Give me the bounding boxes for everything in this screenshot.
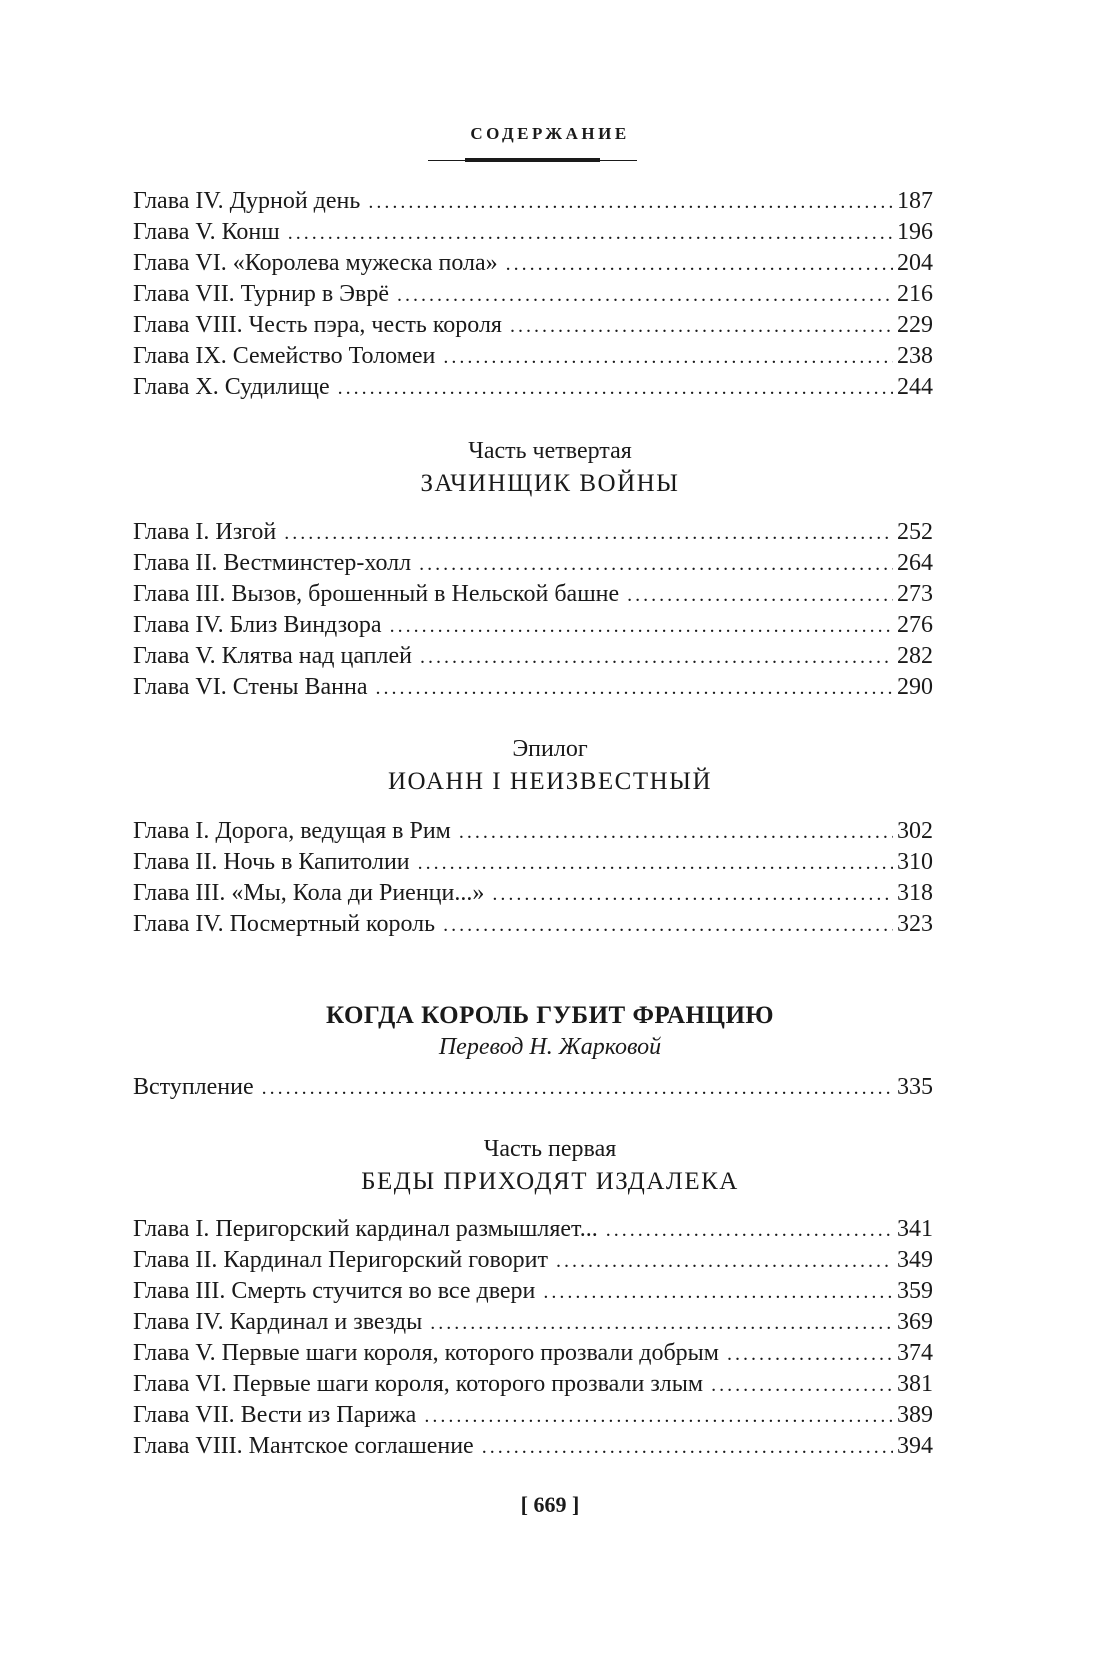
- toc-entry-page: 359: [897, 1278, 933, 1304]
- dot-leader: [288, 218, 893, 249]
- toc-entry-title: Глава I. Перигорский кардинал размышляет...: [133, 1216, 598, 1242]
- toc-entry-title: Глава II. Вестминстер-холл: [133, 550, 412, 576]
- dot-leader: [418, 848, 893, 879]
- toc-entry-title: Вступление: [133, 1074, 254, 1100]
- toc-entry[interactable]: [133, 248, 933, 279]
- dot-leader: [397, 280, 893, 311]
- toc-entry-title: Глава III. «Мы, Кола ди Риенци...»: [133, 880, 485, 906]
- part-label: Часть четвертая: [468, 438, 632, 464]
- toc-entry-title: Глава II. Ночь в Капитолии: [133, 849, 410, 875]
- toc-entry-page: 276: [897, 612, 933, 638]
- toc-entry-page: 341: [897, 1216, 933, 1242]
- dot-leader: [420, 642, 893, 673]
- toc-entry-page: 389: [897, 1402, 933, 1428]
- toc-entry[interactable]: [133, 1276, 933, 1307]
- dot-leader: [443, 910, 893, 941]
- toc-entry-page: 318: [897, 880, 933, 906]
- toc-entry-title: Глава II. Кардинал Перигорский говорит: [133, 1247, 548, 1273]
- toc-entry[interactable]: [133, 878, 933, 909]
- toc-entry[interactable]: [133, 641, 933, 672]
- book-title: КОГДА КОРОЛЬ ГУБИТ ФРАНЦИЮ: [325, 1002, 775, 1029]
- dot-leader: [376, 673, 894, 704]
- dot-leader: [338, 373, 893, 404]
- toc-entry-page: 310: [897, 849, 933, 875]
- running-head: СОДЕРЖАНИЕ: [470, 124, 630, 143]
- toc-entry-title: Глава VI. Стены Ванна: [133, 674, 368, 700]
- toc-entry[interactable]: [133, 1338, 933, 1369]
- toc-entry[interactable]: [133, 517, 933, 548]
- toc-entry-page: 381: [897, 1371, 933, 1397]
- toc-entry-title: Глава V. Первые шаги короля, которого прозвали добрым: [133, 1340, 719, 1366]
- toc-intro: [133, 1072, 933, 1103]
- dot-leader: [727, 1339, 893, 1370]
- toc-entry-title: Глава V. Клятва над цаплей: [133, 643, 412, 669]
- toc-entry-title: Глава VII. Вести из Парижа: [133, 1402, 417, 1428]
- toc-entry-page: 349: [897, 1247, 933, 1273]
- head-rule-ornament: [465, 158, 600, 162]
- toc-entry[interactable]: [133, 341, 933, 372]
- part-title: БЕДЫ ПРИХОДЯТ ИЗДАЛЕКА: [361, 1168, 739, 1195]
- toc-entry-title: Глава VII. Турнир в Эврё: [133, 281, 389, 307]
- part-title: ЗАЧИНЩИК ВОЙНЫ: [420, 470, 680, 497]
- toc-entry[interactable]: [133, 610, 933, 641]
- toc-entry-title: Глава IV. Дурной день: [133, 188, 361, 214]
- toc-entry[interactable]: [133, 372, 933, 403]
- toc-entry-title: Глава IV. Близ Виндзора: [133, 612, 382, 638]
- toc-entry-page: 238: [897, 343, 933, 369]
- toc-entry[interactable]: [133, 1431, 933, 1462]
- toc-entry-title: Глава VIII. Честь пэра, честь короля: [133, 312, 502, 338]
- dot-leader: [492, 879, 893, 910]
- dot-leader: [510, 311, 893, 342]
- toc-entry-page: 204: [897, 250, 933, 276]
- dot-leader: [627, 580, 893, 611]
- toc-entry-title: Глава IX. Семейство Толомеи: [133, 343, 436, 369]
- toc-entry-page: 374: [897, 1340, 933, 1366]
- dot-leader: [419, 549, 893, 580]
- dot-leader: [368, 187, 893, 218]
- toc-entry[interactable]: [133, 579, 933, 610]
- toc-entry[interactable]: [133, 186, 933, 217]
- toc-entry-page: 290: [897, 674, 933, 700]
- toc-entry[interactable]: [133, 1072, 933, 1103]
- dot-leader: [430, 1308, 893, 1339]
- toc-entry-title: Глава III. Вызов, брошенный в Нельской башне: [133, 581, 620, 607]
- toc-entry-title: Глава I. Изгой: [133, 519, 277, 545]
- epilogue-label: Эпилог: [512, 736, 588, 762]
- dot-leader: [482, 1432, 893, 1463]
- toc-entry[interactable]: [133, 672, 933, 703]
- toc-entry-title: Глава VIII. Мантское соглашение: [133, 1433, 474, 1459]
- translator-credit: Перевод Н. Жарковой: [438, 1034, 662, 1060]
- toc-entry-title: Глава I. Дорога, ведущая в Рим: [133, 818, 451, 844]
- toc-entry-page: 273: [897, 581, 933, 607]
- toc-entry[interactable]: [133, 217, 933, 248]
- toc-entry-page: 244: [897, 374, 933, 400]
- toc-entry[interactable]: [133, 909, 933, 940]
- toc-entry-page: 282: [897, 643, 933, 669]
- toc-entry[interactable]: [133, 1400, 933, 1431]
- dot-leader: [556, 1246, 893, 1277]
- toc-part-one: [133, 1214, 933, 1462]
- toc-entry-title: Глава IV. Посмертный король: [133, 911, 436, 937]
- dot-leader: [459, 817, 893, 848]
- toc-part-four: [133, 517, 933, 703]
- toc-entry-title: Глава X. Судилище: [133, 374, 330, 400]
- toc-entry[interactable]: [133, 847, 933, 878]
- toc-entry[interactable]: [133, 279, 933, 310]
- dot-leader: [284, 518, 893, 549]
- toc-entry-page: 229: [897, 312, 933, 338]
- toc-entry-page: 196: [897, 219, 933, 245]
- toc-entry-page: 323: [897, 911, 933, 937]
- toc-entry-page: 369: [897, 1309, 933, 1335]
- dot-leader: [390, 611, 893, 642]
- toc-entry-page: 187: [897, 188, 933, 214]
- dot-leader: [606, 1215, 893, 1246]
- epilogue-title: ИОАНН I НЕИЗВЕСТНЫЙ: [387, 768, 713, 795]
- toc-section-continued: [133, 186, 933, 403]
- toc-entry[interactable]: [133, 1245, 933, 1276]
- toc-entry[interactable]: [133, 548, 933, 579]
- toc-entry[interactable]: [133, 1369, 933, 1400]
- dot-leader: [262, 1073, 893, 1104]
- part-label: Часть первая: [483, 1136, 617, 1162]
- toc-entry[interactable]: [133, 1307, 933, 1338]
- toc-entry-page: 252: [897, 519, 933, 545]
- toc-entry-title: Глава IV. Кардинал и звезды: [133, 1309, 423, 1335]
- toc-entry-page: 335: [897, 1074, 933, 1100]
- page-number: [ 669 ]: [520, 1492, 580, 1517]
- toc-entry-title: Глава III. Смерть стучится во все двери: [133, 1278, 536, 1304]
- toc-entry-page: 394: [897, 1433, 933, 1459]
- toc-entry[interactable]: [133, 1214, 933, 1245]
- toc-entry-title: Глава V. Конш: [133, 219, 280, 245]
- toc-entry-page: 302: [897, 818, 933, 844]
- toc-entry[interactable]: [133, 310, 933, 341]
- toc-entry-page: 264: [897, 550, 933, 576]
- toc-entry-title: Глава VI. «Королева мужеска пола»: [133, 250, 498, 276]
- dot-leader: [711, 1370, 893, 1401]
- toc-entry-title: Глава VI. Первые шаги короля, которого прозвали злым: [133, 1371, 704, 1397]
- dot-leader: [506, 249, 893, 280]
- toc-entry[interactable]: [133, 816, 933, 847]
- toc-epilogue: [133, 816, 933, 940]
- dot-leader: [443, 342, 893, 373]
- dot-leader: [424, 1401, 893, 1432]
- toc-entry-page: 216: [897, 281, 933, 307]
- dot-leader: [543, 1277, 893, 1308]
